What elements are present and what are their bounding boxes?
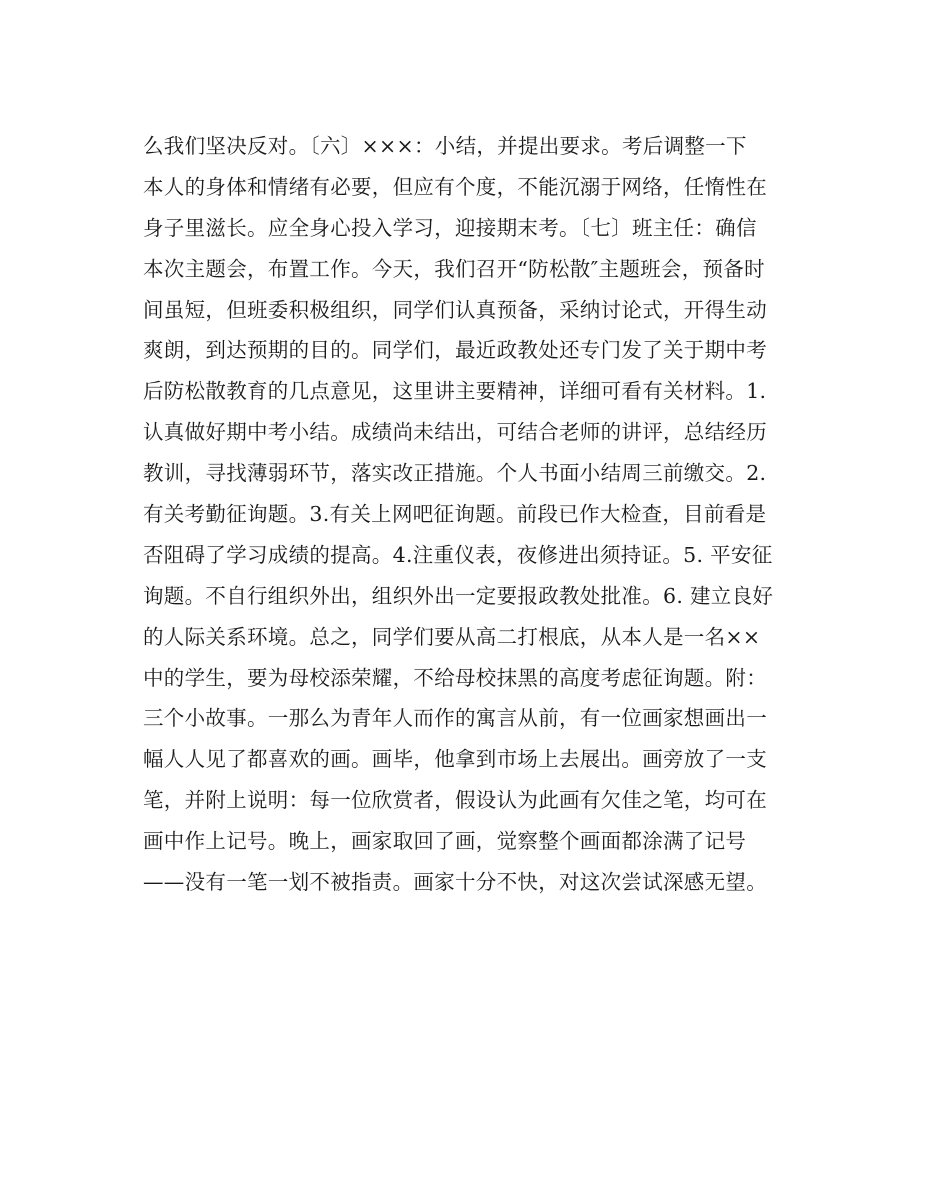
text-line: 询题。不自行组织外出，组织外出一定要报政教处批准。6. 建立良好 bbox=[143, 583, 774, 608]
text-line: 有关考勤征询题。3.有关上网吧征询题。前段已作大检查，目前看是 bbox=[143, 502, 767, 527]
text-line: 中的学生，要为母校添荣耀，不给母校抹黑的高度考虑征询题。附： bbox=[143, 665, 767, 690]
text-line: 本次主题会，布置工作。今天，我们召开“防松散″主题班会，预备时 bbox=[143, 256, 765, 281]
text-line: 么我们坚决反对。〔六〕×××：小结，并提出要求。考后调整一下 bbox=[143, 134, 747, 158]
body-text bbox=[143, 126, 823, 903]
text-line: 画中作上记号。晚上，画家取回了画，觉察整个画面都涂满了记号 bbox=[143, 829, 747, 854]
text-line: 后防松散教育的几点意见，这里讲主要精神，详细可看有关材料。1. bbox=[143, 379, 767, 404]
text-line: 的人际关系环境。总之，同学们要从高二打根底，从本人是一名×× bbox=[143, 624, 761, 649]
text-line: 间虽短，但班委积极组织，同学们认真预备，采纳讨论式，开得生动 bbox=[143, 297, 767, 322]
text-line: 爽朗，到达预期的目的。同学们，最近政教处还专门发了关于期中考 bbox=[143, 338, 767, 363]
text-line: 幅人人见了都喜欢的画。画毕，他拿到市场上去展出。画旁放了一支 bbox=[143, 747, 767, 772]
text-line: 本人的身体和情绪有必要，但应有个度，不能沉溺于网络，任惰性在 bbox=[143, 174, 767, 199]
text-line: 笔，并附上说明：每一位欣赏者，假设认为此画有欠佳之笔，均可在 bbox=[143, 788, 767, 813]
text-line: 身子里滋长。应全身心投入学习，迎接期末考。〔七〕班主任：确信 bbox=[143, 215, 757, 240]
text-line: 认真做好期中考小结。成绩尚未结出，可结合老师的讲评，总结经历 bbox=[143, 420, 767, 445]
text-line: 教训，寻找薄弱环节，落实改正措施。个人书面小结周三前缴交。2. bbox=[143, 461, 767, 486]
text-line: 三个小故事。一那么为青年人而作的寓言从前，有一位画家想画出一 bbox=[143, 706, 767, 731]
text-line: 否阻碍了学习成绩的提高。4.注重仪表，夜修进出须持证。5. 平安征 bbox=[143, 542, 773, 567]
text-line: ——没有一笔一划不被指责。画家十分不快，对这次尝试深感无望。 bbox=[143, 870, 767, 895]
